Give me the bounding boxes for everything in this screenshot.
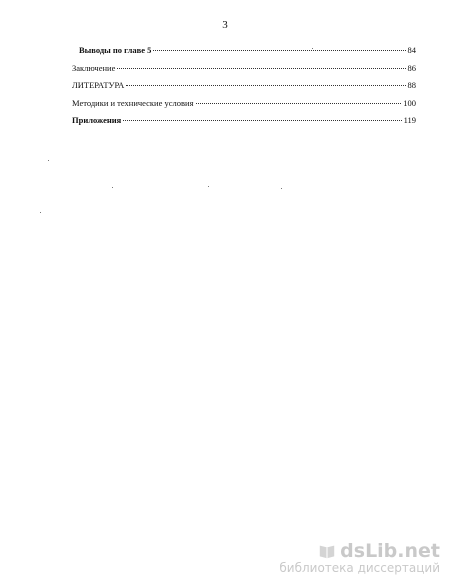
table-of-contents	[72, 42, 416, 130]
scan-speck	[48, 160, 49, 161]
toc-entry-page: 84	[407, 45, 416, 55]
watermark	[279, 541, 440, 576]
toc-entry-title: Выводы по главе 5	[79, 45, 152, 55]
scan-speck	[40, 212, 41, 213]
toc-leader-dots	[196, 102, 402, 104]
toc-entry-chapter5-conclusions	[72, 42, 416, 60]
toc-entry-literature	[72, 77, 416, 95]
toc-entry-conclusion	[72, 60, 416, 78]
book-icon	[318, 542, 336, 560]
toc-entry-title: Методики и технические условия	[72, 97, 194, 108]
toc-leader-dots	[117, 67, 405, 69]
toc-entry-title: Приложения	[72, 115, 122, 125]
toc-entry-appendices	[72, 112, 416, 130]
toc-entry-page: 119	[403, 115, 416, 125]
toc-entry-methods	[72, 95, 416, 113]
scan-speck	[281, 188, 282, 189]
scan-speck	[312, 48, 313, 49]
toc-leader-dots	[126, 84, 405, 86]
toc-entry-title: ЛИТЕРАТУРА	[72, 80, 125, 90]
toc-leader-dots	[153, 49, 405, 51]
toc-entry-page: 100	[403, 97, 416, 108]
watermark-logo-text: dsLib.net	[340, 540, 440, 562]
watermark-logo	[279, 541, 440, 561]
watermark-tagline: библиотека диссертаций	[279, 561, 440, 575]
toc-entry-title: Заключение	[72, 62, 116, 73]
toc-leader-dots	[123, 119, 401, 121]
page-number: 3	[222, 19, 228, 31]
scan-speck	[208, 186, 209, 187]
toc-entry-page: 88	[407, 80, 416, 90]
scan-speck	[112, 187, 113, 188]
toc-entry-page: 86	[407, 62, 416, 73]
